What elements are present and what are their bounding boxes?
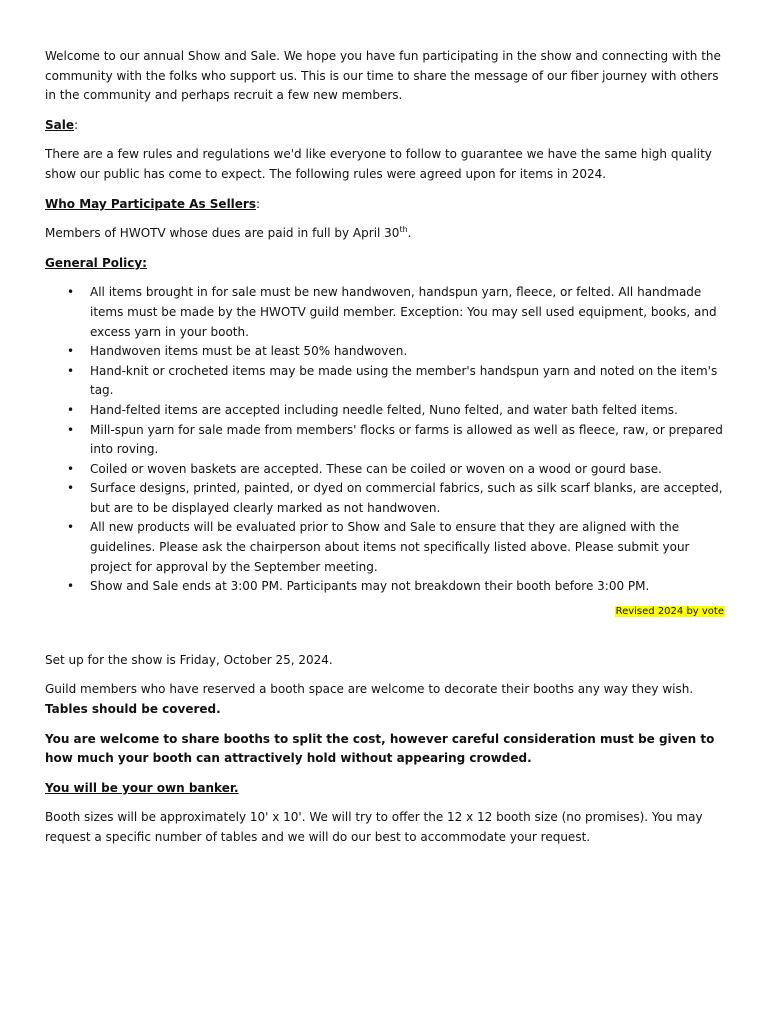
- bullet-icon: •: [67, 422, 75, 437]
- sellers-heading-text: Who May Participate As Sellers: [45, 196, 256, 211]
- list-item-text: Hand-felted items are accepted including needle felted, Nuno felted, and water bath felted items.: [90, 402, 678, 417]
- list-item-text: Mill-spun yarn for sale made from members' flocks or farms is allowed as well as fleece, raw, or prepared into roving.: [90, 422, 723, 457]
- list-item: [45, 362, 725, 401]
- list-item: [45, 401, 725, 421]
- bullet-icon: •: [67, 579, 75, 594]
- decorate-paragraph: [45, 680, 725, 719]
- policy-heading: General Policy:: [45, 255, 147, 270]
- intro-paragraph: Welcome to our annual Show and Sale. We hope you have fun participating in the show and connecting with the community with the folks who support us. This is our time to share the message of our fiber journey with others in the community and perhaps recruit a few new members.: [45, 49, 721, 103]
- sale-heading-text: Sale: [45, 117, 74, 132]
- sale-paragraph: There are a few rules and regulations we'd like everyone to follow to guarantee we have the same high quality show our public has come to expect. The following rules were agreed upon for items in 2024.: [45, 147, 712, 181]
- bullet-icon: •: [67, 461, 75, 476]
- list-item-text: All items brought in for sale must be new handwoven, handspun yarn, fleece, or felted. All handmade items must be made by the HWOTV guild member. Exception: You may sell used equipment, books, and excess yarn in your booth.: [90, 285, 717, 339]
- policy-list: [45, 283, 725, 597]
- bullet-icon: •: [67, 285, 75, 300]
- list-item-text: Coiled or woven baskets are accepted. These can be coiled or woven on a wood or gourd base.: [90, 461, 662, 476]
- setup-paragraph: Set up for the show is Friday, October 25, 2024.: [45, 652, 333, 667]
- list-item-text: Handwoven items must be at least 50% handwoven.: [90, 344, 408, 359]
- list-item: [45, 342, 725, 362]
- list-item-text: Show and Sale ends at 3:00 PM. Participants may not breakdown their booth before 3:00 PM.: [90, 579, 650, 594]
- list-item-text: All new products will be evaluated prior to Show and Sale to ensure that they are aligned with the guidelines. Please ask the chairperson about items not specifically listed above. Please submit your project for approval by the September meeting.: [90, 520, 690, 574]
- banker-paragraph: You will be your own banker.: [45, 780, 239, 795]
- list-item-text: Hand-knit or crocheted items may be made using the member's handspun yarn and noted on the item's tag.: [90, 363, 718, 398]
- list-item: [45, 421, 725, 460]
- sellers-text-end: .: [407, 226, 412, 241]
- revised-highlight: Revised 2024 by vote: [615, 605, 724, 617]
- sale-heading: [45, 116, 725, 136]
- sellers-heading: [45, 195, 725, 215]
- decorate-text: Guild members who have reserved a booth space are welcome to decorate their booths any way they wish.: [45, 682, 694, 697]
- sellers-heading-colon: :: [256, 196, 261, 211]
- list-item: [45, 460, 725, 480]
- bullet-icon: •: [67, 481, 75, 496]
- sellers-paragraph: [45, 224, 725, 244]
- list-item-text: Surface designs, printed, painted, or dyed on commercial fabrics, such as silk scarf blanks, are accepted, but are to be displayed clearly marked as not handwoven.: [90, 481, 723, 515]
- sale-heading-colon: :: [74, 117, 79, 132]
- share-paragraph: You are welcome to share booths to split the cost, however careful consideration must be given to how much your booth can attractively hold without appearing crowded.: [45, 731, 715, 766]
- bullet-icon: •: [67, 344, 75, 359]
- booth-paragraph: Booth sizes will be approximately 10' x 10'. We will try to offer the 12 x 12 booth size (no promises). You may request a specific number of tables and we will do our best to accommodate your request.: [45, 810, 703, 844]
- list-item: [45, 479, 725, 518]
- list-item: [45, 283, 725, 342]
- bullet-icon: •: [67, 520, 75, 535]
- sellers-superscript: th: [399, 225, 408, 235]
- list-item: [45, 577, 725, 597]
- document-page: [45, 47, 725, 858]
- sellers-text: Members of HWOTV whose dues are paid in full by April 30: [45, 226, 400, 241]
- decorate-bold-text: Tables should be covered.: [45, 702, 221, 717]
- list-item: [45, 518, 725, 577]
- bullet-icon: •: [67, 363, 75, 378]
- revised-note: [45, 605, 725, 619]
- bullet-icon: •: [67, 402, 75, 417]
- section-spacer: [45, 619, 725, 651]
